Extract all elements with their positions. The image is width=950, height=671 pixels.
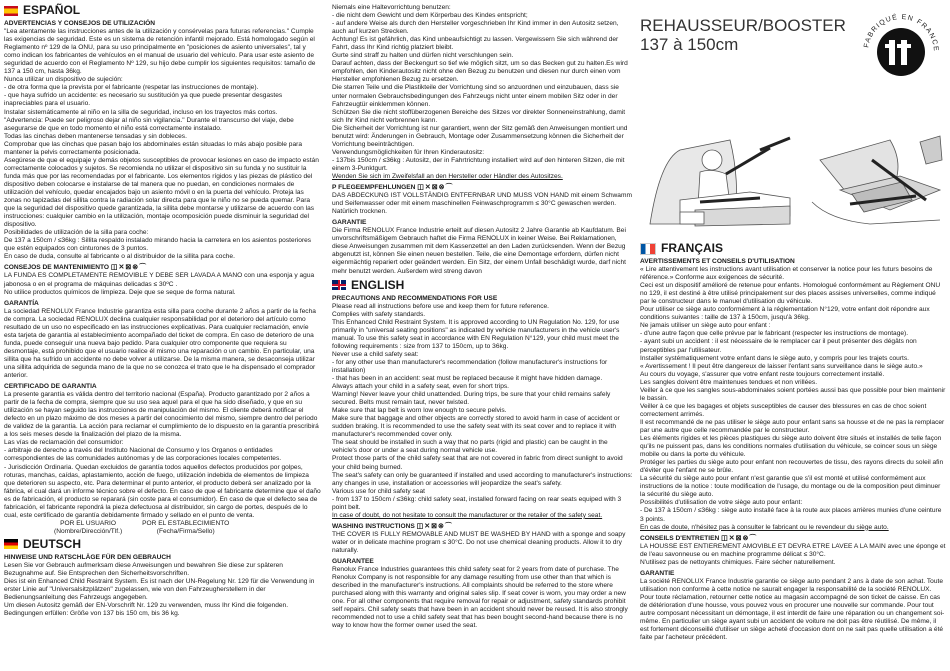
column-middle [332, 4, 634, 630]
section-heading [640, 535, 946, 543]
care-symbols-icon: ◫✕⊠⊗⌒ [416, 522, 453, 530]
paragraph: LA FUNDA ES COMPLETAMENTE REMOVIBLE Y DEBE SER LAVADA A MANO con una esponja y agua jabonosa o en el programa de máquinas delicadas ≤ 30ºC . [4, 272, 315, 288]
paragraph: Always attach your child in a safety seat, even for short trips. [332, 383, 510, 391]
section-heading: ADVERTENCIAS Y CONSEJOS DE UTILIZACIÓN [4, 20, 156, 27]
paragraph: Various use for child safety seat [332, 487, 425, 495]
paragraph: Make sure that lap belt is worn low enough to secure pelvis. [332, 407, 507, 415]
paragraph: - that has been in an accident: seat must be replaced because it might have hidden damage. [332, 375, 603, 383]
paragraph: « Avertissement ! Il peut être dangereux de laisser l'enfant sans surveillance dans le siège auto.» [640, 362, 923, 370]
paragraph: "Advertencia: Puede ser peligroso dejar al niño sin vigilancia." Durante el transcurso del viaje, debe asegurarse de que en todo momento el niño está correctamente instalado. [4, 116, 294, 132]
paragraph: - ayant subi un accident : il est nécessaire de le remplacer car il peut présenter des dégâts non perceptibles par l'utilisateur. [640, 338, 917, 354]
paragraph: Posibilidades de utilización de la silla para coche: [4, 229, 149, 237]
section-heading: CERTIFICADO DE GARANTIA [4, 383, 97, 391]
spain-flag-icon [4, 6, 18, 16]
paragraph: Les éléments rigides et les pièces plastiques du siège auto doivent être situés et installés de telle façon qu'ils ne puissent pas, dans les conditions normales d'utilisation du véhicule, se coincer sous un siège mobile ou dans la porte du véhicule. [640, 435, 942, 459]
section-heading: HINWEISE UND RATSCHLÄGE FÜR DEN GEBRAUCH [4, 553, 171, 561]
heading-text: P FLEGEEMPFEHLUNGEN [332, 184, 416, 192]
signature-sublabel: (Nombre/Dirección/Tlf.) [54, 527, 123, 535]
paragraph: Les sangles doivent être maintenues tendues et non vrillées. [640, 378, 818, 386]
paragraph: Achtung! Es ist gefährlich, das Kind unbeaufsichtigt zu lassen. Vergewissern Sie sich während der Fahrt, dass Ihr Kind richtig platziert bleibt. [332, 36, 619, 52]
language-title: FRANÇAIS [661, 241, 723, 255]
paragraph: - auf andere Weise als durch den Hersteller vorgeschrieben Ihr Kind immer in den Autositz setzen, auch auf kurzen Strecken. [332, 20, 619, 36]
language-title: ENGLISH [351, 277, 405, 292]
paragraph: No utilice productos químicos de limpieza. Deje que se seque de forma natural. [4, 288, 236, 296]
heading-text: CONSEILS D'ENTRETIEN [640, 534, 720, 542]
section-heading: AVERTISSEMENTS ET CONSEILS D'UTILISATION [640, 258, 795, 265]
paragraph: En cas de doute, n'hésitez pas à consulter le fabricant ou le revendeur du siège auto. [640, 523, 889, 531]
signature-store [142, 520, 229, 536]
paragraph: Ceci est un dispositif amélioré de retenue pour enfants. Homologué conformément au Règlement ONU no 129, il est destiné à être utilisé principalement sur des places assises universelles, comme indiqué par le constructeur dans le manuel d'utilisation du véhicule. [640, 282, 941, 306]
section-heading [332, 184, 634, 192]
paragraph: Installer systématiquement votre enfant dans le siège auto, y compris pour les trajets courts. [640, 354, 910, 362]
france-flag-icon [640, 243, 656, 255]
paragraph: - for any other use than manufacturer's recommendation (follow manufacturer's instructions for installation) [332, 358, 608, 374]
paragraph: La sécurité du siège auto pour enfant n'est garantie que s'il est monté et utilisé conformément aux instructions de la notice : toute modification de l'usage, du montage ou de la composition peut diminuer la sécurité du siège auto. [640, 475, 941, 499]
paragraph: Please read all instructions before use and keep them for future reference. [332, 302, 549, 310]
paragraph: Um diesen Autositz gemäß der EN-Vorschrift Nr. 129 zu verwenden, muss Ihr Kind die folgenden. [4, 602, 289, 610]
paragraph: Protéger les parties du siège auto pour enfant non recouvertes de tissu, des rayons directs du soleil afin d'éviter que l'enfant ne se brûle. [640, 459, 944, 475]
paragraph: Never use a child safety seat: [332, 350, 419, 358]
paragraph: - die nicht dem Gewicht und dem Körperbau des Kindes entspricht; [332, 12, 528, 20]
paragraph: - arbitraje de derecho a través del Instituto Nacional de Consumo y los Organos o entidades correspondientes de las comunidades autónomas y de las corporaciones locales competentes. [4, 447, 282, 463]
signature-row [4, 520, 321, 536]
paragraph: Die Firma RENOLUX France Industrie erteilt auf diesen Autositz 2 Jahre Garantie ab Kaufdatum. Bei unvorschriftsmäßigem Gebrauch haftet die Firma RENOLUX in keiner Weise. Bei Reklamationen, diese Anweisungen zusammen mit dem Kassenzettel an den Laden zurücksenden. Wenn der Bezug abgenutzt ist, können Sie einen neuen bestellen. Teile, die eine Demontage erfordern, dürfen nicht eigenmächtig repariert oder geändert werden. Ein Sitz, der einem Unfall beschädigt wurde, darf nicht mehr benutzt werden. Außerdem wird streng davon [332, 227, 626, 275]
paragraph: Dies ist ein Enhanced Child Restraint System. Es ist nach der UN-Regelung Nr. 129 für die Verwendung in erster Linie auf "Universalsitzplätzen" zugelassen, wie von den Fahrzeugherstellern in der Bedienungsanleitung des Fahrzeugs angegeben. [4, 578, 315, 602]
section-header-de [4, 538, 321, 551]
care-symbols-icon: ◫✕⊠⊗⌒ [417, 184, 454, 192]
booster-seat-illustration [640, 120, 946, 238]
paragraph: Ne jamais utiliser un siège auto pour enfant : [640, 322, 771, 330]
paragraph: - d'une autre façon que celle prévue par le fabricant (respecter les instructions de montage). [640, 330, 909, 338]
section-heading: GARANTIE [332, 219, 367, 227]
product-title-line1: REHAUSSEUR/BOOSTER [640, 16, 846, 35]
section-header-es [4, 4, 321, 17]
care-symbols-icon: ◫✕⊠⊗⌒ [110, 264, 148, 272]
paragraph: N'utilisez pas de nettoyants chimiques. Faire sécher naturellement. [640, 558, 836, 566]
paragraph: Schützen Sie die nicht stoffüberzogenen Bereiche des Sitzes vor direkter Sonneneinstrahlung, damit sich Ihr Kind nicht verbrennen kann. [332, 108, 626, 124]
paragraph: Darauf achten, dass der Beckengurt so tief wie möglich sitzt, um so das Becken gut zu halten.Es wird empfohlen, den Kinderautositz nicht ohne den Bezug zu benutzen und diesen nur durch einen vom Hersteller empfohlenen Bezug zu ersetzen. [332, 60, 628, 84]
paragraph: Complies with safety standards. [332, 310, 426, 318]
paragraph: Verwendungsmöglichkeiten für Ihren Kinderautositz: [332, 148, 485, 156]
made-in-france-logo [856, 4, 946, 94]
paragraph: This Enhanced Child Restraint System. It is approved according to UN Regulation No. 129, for use primarily in "universal seating positions" as indicated by vehicle manufacturers in the vehicle user's manual. To use this safety seat in accordance with EN Regulation N°129, your child must meet the following requirements : size from 137 to 150cm, up to 36kg. [332, 318, 620, 350]
paragraph: De 137 a 150cm / ≤36kg : Sillita respaldo instalado mirando hacia la carretera en los asientos posteriores que estén equipados con cinturones de 3 puntos. [4, 237, 312, 253]
signature-label: POR EL ESTABLECIMIENTO [142, 519, 230, 527]
paragraph: Au cours du voyage, s'assurer que votre enfant reste toujours correctement installé. [640, 370, 885, 378]
column-right [640, 242, 946, 642]
paragraph: Nunca utilizar un dispositivo de sujeción: [4, 76, 123, 84]
paragraph: Warning! Never leave your child unattended. During trips, be sure that your child remains safely secured. Belts must remain taut, never twisted. [332, 391, 611, 407]
paragraph: Las vías de reclamación del consumidor: [4, 439, 124, 447]
product-title-line2: 137 à 150cm [640, 35, 739, 54]
signature-sublabel: (Fecha/Firma/Sello) [156, 527, 215, 535]
paragraph: Todas las cinchas deben mantenerse tensadas y sin dobleces. [4, 132, 187, 140]
product-title [640, 16, 846, 54]
logo-text: FABRIQUÉ EN FRANCE [863, 13, 940, 53]
uk-flag-icon [332, 280, 346, 290]
language-title: ESPAÑOL [23, 3, 81, 17]
paragraph: Bedingungen erfüllen: Größe von 137 bis 150 cm, bis 36 kg. [4, 610, 180, 618]
paragraph: Renolux France Industries guarantees this child safety seat for 2 years from date of purchase. The Renolux Company is not responsible for any damage resulting from use other than that which is described in the manufacturer's instructions. All complaints should be referred to the store where purchased along with this warranty and original sales slip. If seat cover is worn, you may order a new one. For all other components that require removal for repair or adjustment, safety standards prohibit self repairs. Chil safety seats that have been in an accident should never be reused. It is also strongly recommended not to use a child safety seat that has been bought second-hand because there is no way to know how the former owner used the seat. [332, 566, 628, 630]
paragraph: "Lea atentamente las instrucciones antes de la utilización y consérvelas para futuras referencias." Cumple las exigencias de seguridad. Este es un sistema de retención infantil mejorado. Está homologado según el Reglamento nº 129 de la ONU, para su uso principalmente en "posiciones de asiento universales", tal y como indican los fabricantes de vehículos en el manual de usuario del vehículo. Para usar este asiento de seguridad de acuerdo con el Reglamento Nº 129, su hijo debe cumplir los siguientes requisitos: tamaño de 137 a 150 cm, hasta 36kg. [4, 28, 316, 76]
paragraph: Veiller à ce que les bagages et objets susceptibles de causer des blessures en cas de choc soient correctement arrimés. [640, 402, 927, 418]
paragraph: Lesen Sie vor Gebrauch aufmerksam diese Anweisungen und bewahren Sie diese zur späteren Bezugnahme auf. Sie Entsprechen den Sicherheitsvorschriften. [4, 562, 283, 578]
paragraph: Wenden Sie sich im Zweifelsfall an den Hersteller oder Händler des Autositzes. [332, 172, 563, 180]
heading-text: CONSEJOS DE MANTENIMIENTO [4, 264, 110, 272]
heading-text: WASHING INSTRUCTIONS [332, 522, 415, 530]
signature-user [54, 520, 122, 536]
paragraph: The seat's safety can only be guaranteed if installed and used according to manufacturer's instructions: any changes in use, installation or accessories will jeopardize the seat's safety. [332, 471, 633, 487]
paragraph: Die starren Teile und die Plastikteile der Vorrichtung sind so anzuordnen und einzubauen, dass sie unter normalen Gebrauchsbedingungen des Fahrzeugs nicht unter einem mobilen Sitz oder in der Fahrzeugtür einklemmen können. [332, 84, 619, 108]
paragraph: - de otra forma que la prevista por el fabricante (respetar las instrucciones de montaje). [4, 84, 259, 92]
paragraph: - 137bis 150cm / ≤36kg : Autositz, der in Fahrtrichtung installiert wird auf den hinteren Sitzen, die mit einem 3-Punktgurt. [332, 156, 625, 172]
paragraph: Veiller à ce que les sangles sous-abdominales soient portées aussi bas que possible pour bien maintenir le bassin. [640, 386, 946, 402]
care-symbols-icon: ◫✕⊠⊗⌒ [721, 534, 758, 542]
paragraph: La société RENOLUX France Industrie garantie ce siège auto pendant 2 ans à date de son achat. Toute utilisation non conforme à cette notice ne saurait engager la responsabilité de la société RENOLUX. Pour toute réclamation, retourner cette notice au magasin accompagné de son ticket de caisse. En cas de détérioration d'une housse, vous pouvez vous en procurer une nouvelle sur commande. Pour tout autre composant nécessitant un démontage, il est interdit de faire une réparation ou un changement soi-même. En particulier un siège ayant subi un accident de voiture ne doit pas être réutilisé. De même, il est fortement déconseillé d'utiliser un siège acheté d'occasion dont on ne sait pas quelle utilisation a été faite par l'acheteur précédent. [640, 577, 945, 642]
paragraph: - Jurisdicción Ordinaria. Quedan excluidos de garantía todos aquellos defectos producidos por golpes, roturas, manchas, caídas, aplastamiento, acción de fuego, utilización indebida de elementos de limpieza que deterioren su aspecto, etc. Para determinar el punto anterior, el producto deberá ser analizado por la fábrica, el cual dará un informe técnico sobre el defecto. En caso de que el fabricante determine que el daño es de fabricación, el producto se reparará (sin coste para el consumidor). En caso de que el defecto sea de fabricación, el fabricante repondrá la pieza defectuosa al distribuidor, sin cargo de portes, después de lo cual, este certificado de garantía debidamente firmado y sellado en el punto de venta. [4, 463, 321, 519]
section-header-en [332, 279, 634, 292]
paragraph: En caso de duda, consulte al fabricante o al distribuidor de la sillita para coche. [4, 253, 235, 261]
paragraph: - from 137 to 150cm / ≤36kg: child safety seat, installed forward facing on rear seats equiped with 3 point belt. [332, 495, 622, 511]
language-title: DEUTSCH [23, 536, 82, 551]
section-heading: PRECAUTIONS AND RECOMMENDATIONS FOR USE [332, 294, 498, 302]
paragraph: Die Sicherheit der Vorrichtung ist nur garantiert, wenn der Sitz gemäß den Anweisungen montiert und benutzt wird: Änderungen in Gebrauch, Montage oder Zusammensetzung können die Sicherheit der Vorrichtung beeinträchtigen. [332, 124, 628, 148]
paragraph: Gurte sind straff zu halten und dürfen nicht verschlungen sein. [332, 52, 514, 60]
paragraph: La presente garantía es válida dentro del territorio nacional (España). Producto garantizado por 2 años a partir de la fecha de compra, siempre que su uso sea aquel para el que ha sido diseñado, y que en su utilización se hayan seguido las instrucciones de manipulación del mismo. El cliente deberá notificar el defecto en un plazo máximo de dos meses a partir del conocimiento del mismo, siempre dentro del período de validez de la garantía. La acción para reclamar el cumplimiento de lo dispuesto en la garantía prescribirá a los seis meses desde la finalización del plazo de la misma. [4, 391, 319, 439]
section-header-fr [640, 242, 946, 255]
paragraph: The seat should be installed in such a way that no parts (rigid and plastic) can be caught in the vehicle's door or under a seat during normal vehicle use. [332, 439, 608, 455]
section-heading [332, 523, 634, 531]
section-heading [4, 264, 321, 272]
germany-flag-icon [4, 539, 18, 549]
paragraph: La sociedad RENOLUX France Industrie garantiza esta silla para coche durante 2 años a partir de la fecha de compra. La sociedad RENOLUX declina cualquier responsabilidad por el deterioro del artículo como resultado de un uso no especificado en las instrucciones explicativas. Para cualquier reclamación, envíe esta tarjeta de garantía al establecimiento acompañado del ticket de compra. En caso de deterioro de una funda, puede conseguir una nueva bajo pedido. Para cualquier otro componente que requiera su desmontaje, está prohibido que el usuario realice él mismo una reparación o un cambio. En particular, una sillita que ha sufrido un accidente no debe volver a utilizarse. De la misma manera, se desaconseja utilizar una sillita adquirida de segunda mano de la que no se conozca el trato que le ha dispensado el comprador anterior. [4, 307, 316, 380]
paragraph: In case of doubt, do not hesitate to consult the manufacturer or the retailer of the safety seat. [332, 511, 603, 519]
section-heading: GARANTIE [640, 569, 675, 577]
paragraph: Asegúrese de que el equipaje y demás objetos susceptibles de provocar lesiones en caso de impacto están correctamente colocados y sujetos. Se recomienda no utilizar el dispositivo sin su funda y no sustituir la funda más que por las recomendadas por el fabricante. Los elementos rígidos y las piezas de plástico del dispositivo deben colocarse e instalarse de tal manera que no puedan, en condiciones normales de utilización del vehículo, quedar encajados bajo un asiento móvil o en la puerta del vehículo. Proteja las zonas no tapizadas del sillita contra la radiación solar directa para que le niño no se pueda quemar. Para que la seguridad del dispositivo quede garantizada, la sillita debe montarse y utilizarse de acuerdo con las instrucciones: cualquier cambio en la utilización, montaje ocomposición puede disminuir la seguridad del dispositivo. [4, 156, 319, 229]
paragraph: Comprobar que las cinchas que pasan bajo los abdominales están situadas lo más abajo posible para mantener la pelvis correctamente posicionada. [4, 140, 303, 156]
paragraph: Il est recommandé de ne pas utiliser le siège auto pour enfant sans sa housse et de ne pas la remplacer par une autre que celle recommandée par le constructeur. [640, 418, 945, 434]
paragraph: THE COVER IS FULLY REMOVABLE AND MUST BE WASHED BY HAND with a sponge and soapy water or in delicate machine program ≤ 30°C. Do not use chemical cleaning products. Allow it to dry naturally. [332, 530, 626, 554]
section-heading: GARANTÍA [4, 299, 39, 307]
column-left [4, 4, 321, 618]
paragraph: « Lire attentivement les instructions avant utilisation et conserver la notice pour les futurs besoins de référence.» Conforme aux exigences de sécurité. [640, 266, 933, 282]
paragraph: Protect those parts of the child safety seat that are not covered in fabric from direct sunlight to avoid your child being burned. [332, 455, 623, 471]
paragraph: DAS ABDECKUNG IST VOLLSTÄNDIG ENTFERNBAR UND MUSS VON HAND mit einem Schwamm und Seifenwasser oder mit einem maschinellen Feinwaschprogramm ≤ 30°C gewaschen werden. Natürlich trocknen. [332, 192, 632, 216]
paragraph: - De 137 à 150cm / ≤36kg : siège auto installé face à la route aux places arrières munies d'une ceinture 3 points. [640, 507, 942, 523]
paragraph: - que haya sufrido un accidente: es necesario su sustitución ya que puede presentar desgastes inapreciables para el usuario. [4, 92, 283, 108]
paragraph: Possibilités d'utilisation de votre siège auto pour enfant: [640, 499, 803, 507]
paragraph: Instalar sistemáticamente al niño en la silla de seguridad, incluso en los trayectos más cortos. [4, 108, 278, 116]
paragraph: Pour utiliser ce siège auto conformément à la réglementation N°129, votre enfant doit répondre aux conditions suivantes : taille de 137 à 150cm, jusqu'à 36kg. [640, 306, 930, 322]
paragraph: Make sure that baggage and other objects are correctly stored to avoid harm in case of accident or sudden braking. It is recommended to use the safety seat with its seat cover and to replace it with manufacturer's recommended cover only. [332, 415, 620, 439]
paragraph: LA HOUSSE EST ENTIEREMENT AMOVIBLE ET DEVRA ETRE LAVEE A LA MAIN avec une éponge et de l'eau savonneuse ou en machine programme délicat ≤ 30°C. [640, 542, 946, 558]
paragraph: Niemals eine Haltevorrichtung benutzen: [332, 4, 451, 11]
section-heading: GUARANTEE [332, 558, 374, 566]
signature-label: POR EL USUARIO [60, 519, 116, 527]
